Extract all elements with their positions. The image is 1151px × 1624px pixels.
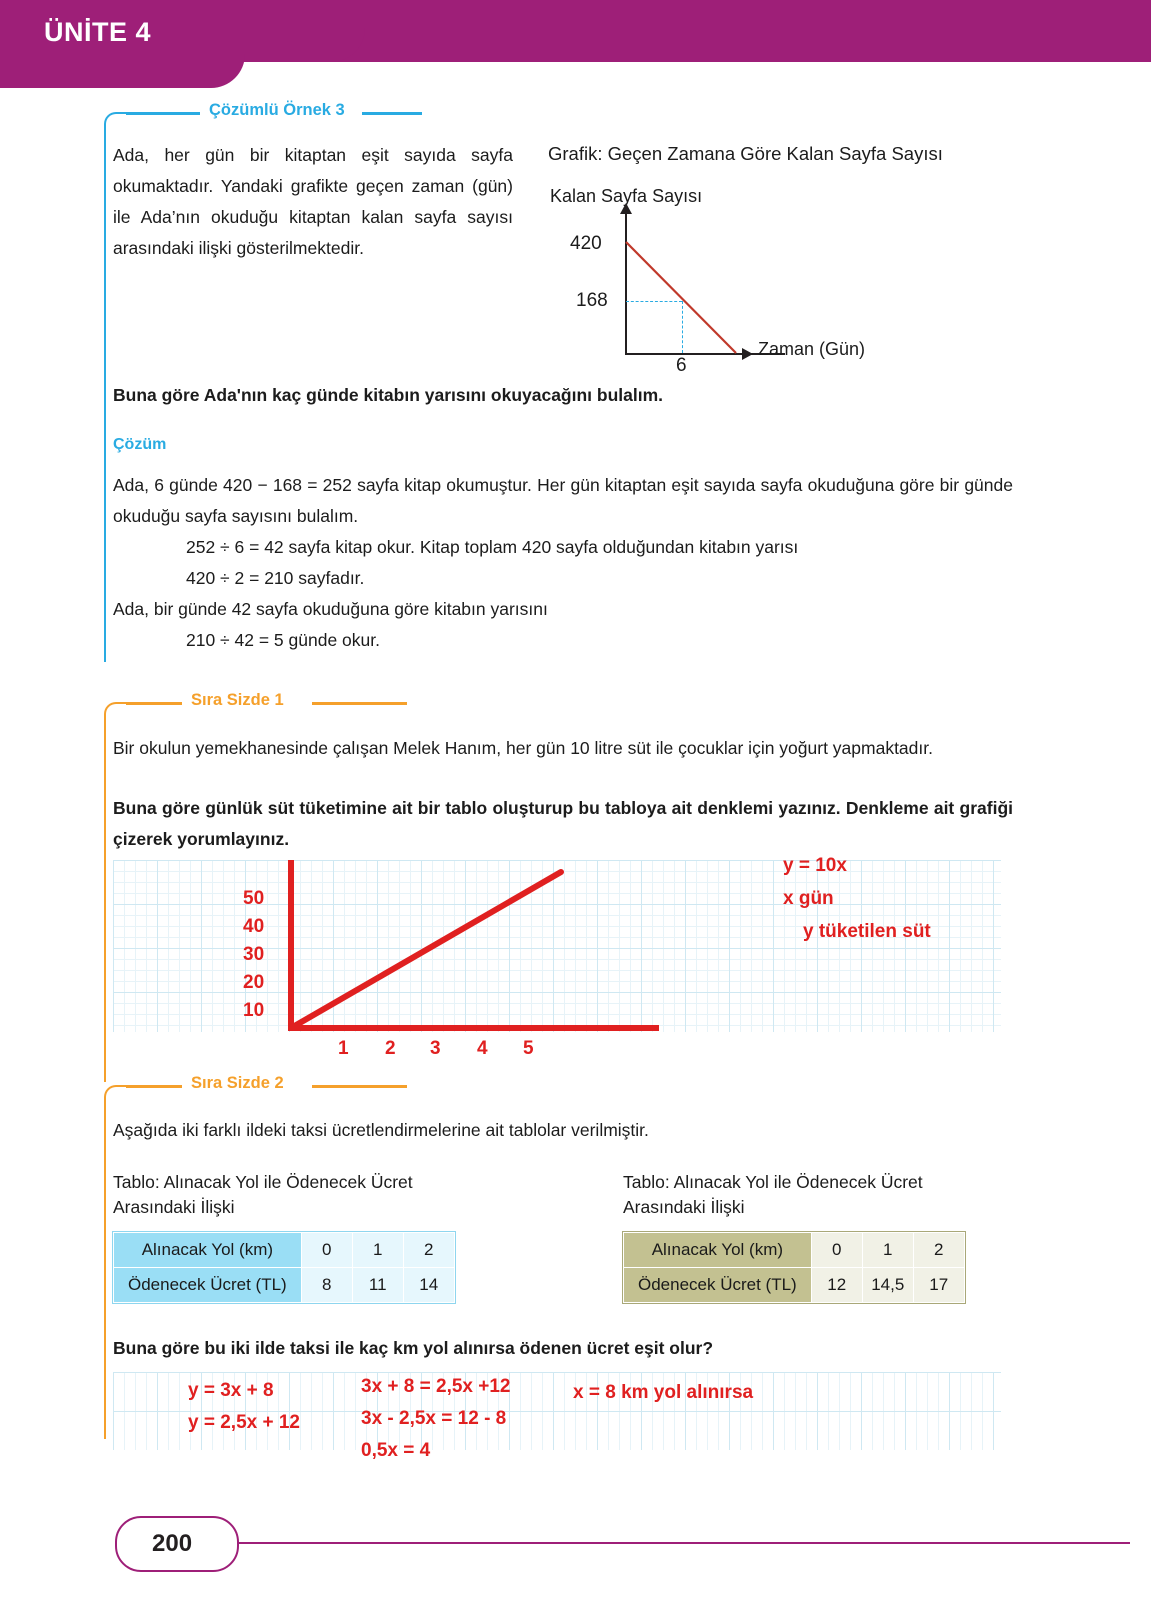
table-row (114, 1233, 455, 1268)
work-col1-line2: y = 2,5x + 12 (188, 1412, 300, 1433)
milk-chart-equation: y = 10x (783, 855, 847, 876)
table-left-caption: Tablo: Alınacak Yol ile Ödenecek Ücret Arasındaki İlişki (113, 1172, 413, 1217)
table-left-row1-header: Ödenecek Ücret (TL) (114, 1268, 302, 1303)
solution-line-2: 252 ÷ 6 = 42 sayfa kitap okur. Kitap toplam 420 sayfa olduğundan kitabın yarısı (186, 537, 799, 557)
table-row (624, 1233, 965, 1268)
milk-y-tick-30: 30 (243, 944, 265, 965)
milk-y-tick-40: 40 (243, 916, 265, 937)
solution-label: Çözüm (113, 436, 167, 453)
sira-sizde-2-title: Sıra Sizde 2 (182, 1074, 293, 1093)
sira-sizde-2-body: Aşağıda iki farklı ildeki taksi ücretlendirmelerine ait tablolar verilmiştir. (113, 1120, 649, 1140)
milk-x-tick-5: 5 (523, 1038, 534, 1059)
solved-example-title: Çözümlü Örnek 3 (200, 101, 354, 120)
work-col2-line1: 3x + 8 = 2,5x +12 (361, 1376, 511, 1397)
sira-sizde-1-title: Sıra Sizde 1 (182, 691, 293, 710)
sira-sizde-1-body: Bir okulun yemekhanesinde çalışan Melek Hanım, her gün 10 litre süt ile çocuklar için yoğurt yapmaktadır. (113, 738, 933, 758)
table-left-row1-cell2: 14 (403, 1268, 454, 1303)
milk-chart-xnote: x gün (783, 888, 834, 909)
ss2-rule-left (126, 1085, 186, 1088)
table-right-row1-cell1: 14,5 (862, 1268, 913, 1303)
table-right-row1-cell0: 12 (811, 1268, 862, 1303)
table-left-row1-cell1: 11 (352, 1268, 403, 1303)
table-left-row0-header: Alınacak Yol (km) (114, 1233, 302, 1268)
table-right-row0-cell2: 2 (913, 1233, 964, 1268)
table-right-row0-header: Alınacak Yol (km) (624, 1233, 812, 1268)
solved-example-question: Buna göre Ada'nın kaç günde kitabın yarısını okuyacağını bulalım. (113, 385, 664, 405)
solution-line-1: Ada, 6 günde 420 − 168 = 252 sayfa kitap okumuştur. Her gün kitaptan eşit sayıda sayfa okuduğuna göre bir günde okuduğu sayfa sayısını bulalım. (113, 475, 1013, 526)
chart-milk-consumption (113, 855, 1001, 1032)
work-col2-line3: 0,5x = 4 (361, 1440, 431, 1461)
page-number: 200 (152, 1530, 193, 1557)
milk-chart-ynote: y tüketilen süt (803, 921, 931, 942)
table-left (113, 1232, 455, 1303)
milk-x-tick-4: 4 (477, 1038, 488, 1059)
solution-line-4: Ada, bir günde 42 sayfa okuduğuna göre kitabın yarısını (113, 599, 548, 619)
chart-x-axis-label: Zaman (Gün) (758, 339, 866, 359)
solution-line-3: 420 ÷ 2 = 210 sayfadır. (186, 568, 365, 588)
table-left-row1-cell0: 8 (301, 1268, 352, 1303)
table-right (623, 1232, 965, 1303)
sira-sizde-2-question: Buna göre bu iki ilde taksi ile kaç km yol alınırsa ödenen ücret eşit olur? (113, 1338, 714, 1358)
table-right-row1-header: Ödenecek Ücret (TL) (624, 1268, 812, 1303)
chart-title: Grafik: Geçen Zamana Göre Kalan Sayfa Sayısı (548, 143, 943, 164)
ss1-rule-right (312, 702, 407, 705)
solved-example-body: Ada, her gün bir kitaptan eşit sayıda sayfa okumaktadır. Yandaki grafikte geçen zaman (gün) ile Ada’nın okuduğu kitaptan kalan sayfa sayısı arasındaki ilişki gösterilmektedir. (113, 145, 513, 258)
footer-rule (230, 1542, 1130, 1544)
chart-remaining-pages (548, 143, 1008, 376)
work-col2-line2: 3x - 2,5x = 12 - 8 (361, 1408, 507, 1429)
table-row (624, 1268, 965, 1303)
x-tick-6: 6 (676, 355, 687, 376)
milk-x-tick-3: 3 (430, 1038, 441, 1059)
work-col1-line1: y = 3x + 8 (188, 1380, 274, 1401)
chart-y-axis-label: Kalan Sayfa Sayısı (550, 186, 703, 206)
work-grid (113, 1372, 1001, 1461)
table-left-row0-cell1: 1 (352, 1233, 403, 1268)
milk-x-tick-2: 2 (385, 1038, 396, 1059)
example-rule-left (126, 112, 204, 115)
unit-banner (0, 0, 1151, 62)
milk-y-tick-10: 10 (243, 1000, 265, 1021)
ss2-rule-right (312, 1085, 407, 1088)
milk-x-tick-1: 1 (338, 1038, 349, 1059)
y-tick-420: 420 (570, 233, 602, 254)
table-right-caption: Tablo: Alınacak Yol ile Ödenecek Ücret Arasındaki İlişki (623, 1172, 923, 1217)
unit-label: ÜNİTE 4 (44, 17, 152, 47)
solution-line-5: 210 ÷ 42 = 5 günde okur. (186, 630, 380, 650)
milk-y-tick-20: 20 (243, 972, 265, 993)
table-right-row0-cell0: 0 (811, 1233, 862, 1268)
example-rule-right (362, 112, 422, 115)
table-right-row0-cell1: 1 (862, 1233, 913, 1268)
milk-y-tick-50: 50 (243, 888, 265, 909)
table-right-row1-cell2: 17 (913, 1268, 964, 1303)
table-row (114, 1268, 455, 1303)
table-left-row0-cell0: 0 (301, 1233, 352, 1268)
ss1-rule-left (126, 702, 186, 705)
work-col3-line1: x = 8 km yol alınırsa (573, 1382, 754, 1403)
sira-sizde-1-bold: Buna göre günlük süt tüketimine ait bir tablo oluşturup bu tabloya ait denklemi yazınız. Denkleme ait grafiği çizerek yorumlayınız. (113, 798, 1013, 849)
table-left-row0-cell2: 2 (403, 1233, 454, 1268)
y-tick-168: 168 (576, 290, 608, 311)
